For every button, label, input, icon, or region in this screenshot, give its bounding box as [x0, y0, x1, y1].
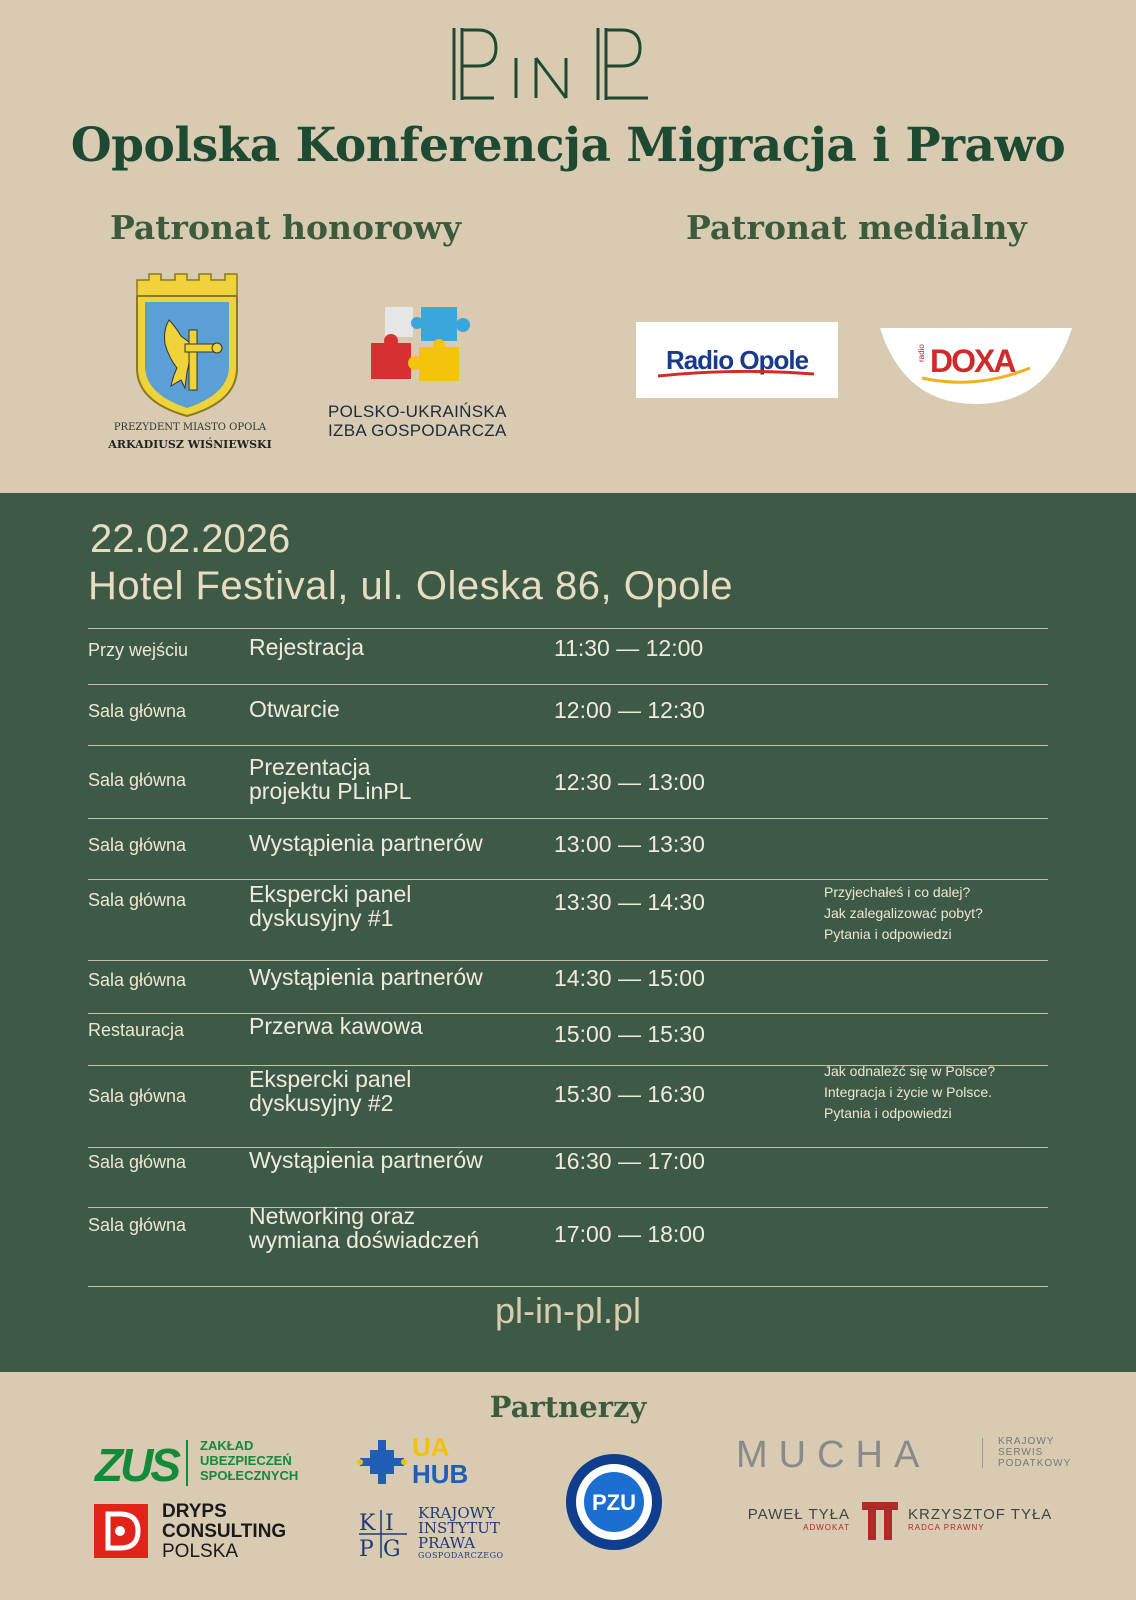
schedule-room: Sala główna: [88, 970, 187, 990]
svg-text:P: P: [359, 1537, 374, 1560]
kipg-line-2: INSTYTUT: [418, 1519, 500, 1537]
schedule-time: 15:00 — 15:30: [554, 1021, 705, 1047]
kipg-caption: [418, 1506, 504, 1560]
schedule-event-line: Otwarcie: [249, 696, 340, 722]
media-patronage-heading: Patronat medialny: [686, 208, 1027, 247]
schedule-room: Sala główna: [88, 701, 187, 721]
dryps-line-2: CONSULTING: [162, 1521, 287, 1542]
schedule-divider: [88, 628, 1048, 629]
svg-text:I: I: [385, 1511, 394, 1536]
schedule-divider: [88, 879, 1048, 880]
schedule-note-line: Integracja i życie w Polsce.: [824, 1084, 993, 1100]
pawel-tyla-name: PAWEŁ TYŁA: [747, 1506, 850, 1523]
schedule-event: [249, 1204, 479, 1252]
schedule-divider: [88, 1286, 1048, 1287]
chamber-line-1: POLSKO-UKRAIŃSKA: [328, 402, 507, 421]
dryps-line-1: DRYPS: [162, 1501, 227, 1522]
schedule-event: [249, 831, 483, 855]
schedule-event-line: projektu PLinPL: [249, 778, 412, 804]
uahub-logo-icon: [356, 1436, 408, 1488]
krzysztof-tyla-name: KRZYSZTOF TYŁA: [908, 1506, 1053, 1523]
dryps-caption: [162, 1502, 286, 1562]
radio-opole-text: Radio Opole: [665, 344, 809, 375]
schedule-event-line: Prezentacja: [249, 754, 371, 780]
schedule-time: 12:30 — 13:00: [554, 769, 705, 795]
uahub-line-2: HUB: [412, 1459, 469, 1489]
svg-text:K: K: [359, 1511, 376, 1536]
schedule-event: [249, 1148, 483, 1172]
website-link[interactable]: pl-in-pl.pl: [494, 1290, 642, 1331]
schedule-divider: [88, 1013, 1048, 1014]
schedule-divider: [88, 960, 1048, 961]
schedule-notes: [824, 882, 983, 945]
event-date: 22.02.2026: [90, 517, 291, 561]
uahub-line-1: UA: [412, 1432, 450, 1462]
schedule-time: 11:30 — 12:00: [554, 635, 704, 661]
schedule-note-line: Pytania i odpowiedzi: [824, 1105, 952, 1121]
schedule-note-line: Przyjechałeś i co dalej?: [824, 884, 971, 900]
schedule-room: Sala główna: [88, 1152, 187, 1172]
schedule-time: 13:30 — 14:30: [554, 889, 705, 915]
zus-divider: [186, 1440, 188, 1486]
zus-caption: [200, 1438, 298, 1483]
kipg-line-1: KRAJOWY: [418, 1504, 495, 1522]
mucha-caption: [998, 1436, 1071, 1469]
partners-section: [0, 1372, 1136, 1600]
schedule-room: Sala główna: [88, 770, 187, 790]
schedule-time: 16:30 — 17:00: [554, 1148, 705, 1174]
honorary-patronage-heading: Patronat honorowy: [110, 208, 462, 247]
chamber-caption: [328, 402, 528, 440]
schedule-event: [249, 635, 364, 659]
pawel-tyla-logo: [740, 1506, 850, 1532]
puzzle-logo-icon: [371, 305, 477, 383]
schedule-divider: [88, 745, 1048, 746]
schedule-event-line: dyskusyjny #1: [249, 905, 394, 931]
swoosh-icon: [658, 370, 814, 378]
schedule-event-line: Ekspercki panel: [249, 881, 412, 907]
krzysztof-tyla-role: RADCA PRAWNY: [908, 1523, 985, 1532]
mucha-logo: MUCHA: [736, 1434, 931, 1476]
schedule-event: [249, 1014, 423, 1038]
krzysztof-tyla-logo: [908, 1506, 1052, 1532]
radio-doxa-text: DOXA: [930, 343, 1015, 379]
zus-line-2: UBEZPIECZEŃ: [200, 1453, 292, 1468]
chamber-line-2: IZBA GOSPODARCZA: [328, 421, 507, 440]
radio-opole-logo: [636, 322, 838, 398]
mayor-caption: PREZYDENT MIASTO OPOLA: [113, 422, 267, 433]
svg-text:G: G: [383, 1537, 401, 1560]
schedule-event-line: Wystąpienia partnerów: [249, 830, 483, 856]
mucha-divider: [982, 1438, 983, 1468]
schedule-room: Przy wejściu: [88, 640, 189, 660]
schedule-note-line: Jak zalegalizować pobyt?: [824, 905, 983, 921]
schedule-time: 12:00 — 12:30: [554, 697, 705, 723]
schedule-event-line: Rejestracja: [249, 634, 365, 660]
schedule-note-line: Pytania i odpowiedzi: [824, 926, 952, 942]
schedule-event-line: wymiana doświadczeń: [249, 1227, 480, 1253]
schedule-event-line: Wystąpienia partnerów: [249, 1147, 483, 1173]
radio-doxa-prefix: radio: [917, 344, 926, 362]
mucha-line-1: KRAJOWY: [998, 1436, 1055, 1447]
schedule-event: [249, 697, 340, 721]
schedule-divider: [88, 1207, 1048, 1208]
schedule-notes: [824, 1061, 995, 1124]
kipg-line-3: PRAWA: [418, 1534, 476, 1552]
mucha-line-2: SERWIS: [998, 1447, 1044, 1458]
tyla-t-icon: [862, 1502, 898, 1540]
pzu-text: PZU: [592, 1490, 636, 1515]
schedule-event: [249, 1067, 411, 1115]
pzu-logo-icon: [564, 1452, 664, 1552]
uahub-caption: [412, 1434, 468, 1488]
schedule-event: [249, 882, 411, 930]
schedule-time: 14:30 — 15:00: [554, 965, 705, 991]
zus-line-1: ZAKŁAD: [200, 1438, 254, 1453]
kipg-line-4: GOSPODARCZEGO: [418, 1551, 504, 1560]
schedule-event: [249, 755, 411, 803]
zus-line-3: SPOŁECZNYCH: [200, 1468, 299, 1483]
event-venue: Hotel Festival, ul. Oleska 86, Opole: [88, 564, 733, 608]
radio-doxa-logo: [880, 328, 1072, 404]
schedule-room: Restauracja: [88, 1020, 185, 1040]
page-title: Opolska Konferencja Migracja i Prawo: [70, 118, 1066, 173]
schedule-note-line: Jak odnaleźć się w Polsce?: [824, 1063, 996, 1079]
programme-panel: [0, 493, 1136, 1372]
dryps-logo-icon: [94, 1504, 148, 1558]
pawel-tyla-role: ADWOKAT: [803, 1523, 850, 1532]
partners-heading: Partnerzy: [489, 1390, 647, 1424]
mayor-name: ARKADIUSZ WIŚNIEWSKI: [108, 438, 272, 451]
schedule-divider: [88, 684, 1048, 685]
schedule-event: [249, 965, 483, 989]
dryps-line-3: POLSKA: [162, 1541, 239, 1562]
schedule-room: Sala główna: [88, 1215, 187, 1235]
schedule-event-line: Ekspercki panel: [249, 1066, 412, 1092]
schedule-divider: [88, 818, 1048, 819]
kipg-logo-icon: [357, 1508, 409, 1560]
schedule-time: 13:00 — 13:30: [554, 831, 705, 857]
schedule-time: 15:30 — 16:30: [554, 1081, 705, 1107]
schedule-room: Sala główna: [88, 890, 187, 910]
schedule-room: Sala główna: [88, 835, 187, 855]
zus-logo: ZUS: [95, 1439, 178, 1491]
schedule-time: 17:00 — 18:00: [554, 1221, 705, 1247]
schedule-event-line: Networking oraz: [249, 1203, 416, 1229]
schedule-event-line: dyskusyjny #2: [249, 1090, 394, 1116]
plinpl-logo: [448, 24, 654, 104]
opole-crest-icon: [133, 272, 241, 418]
header-section: [0, 0, 1136, 493]
schedule-event-line: Przerwa kawowa: [249, 1013, 423, 1039]
schedule-event-line: Wystąpienia partnerów: [249, 964, 483, 990]
schedule-room: Sala główna: [88, 1086, 187, 1106]
mucha-line-3: PODATKOWY: [998, 1458, 1072, 1469]
